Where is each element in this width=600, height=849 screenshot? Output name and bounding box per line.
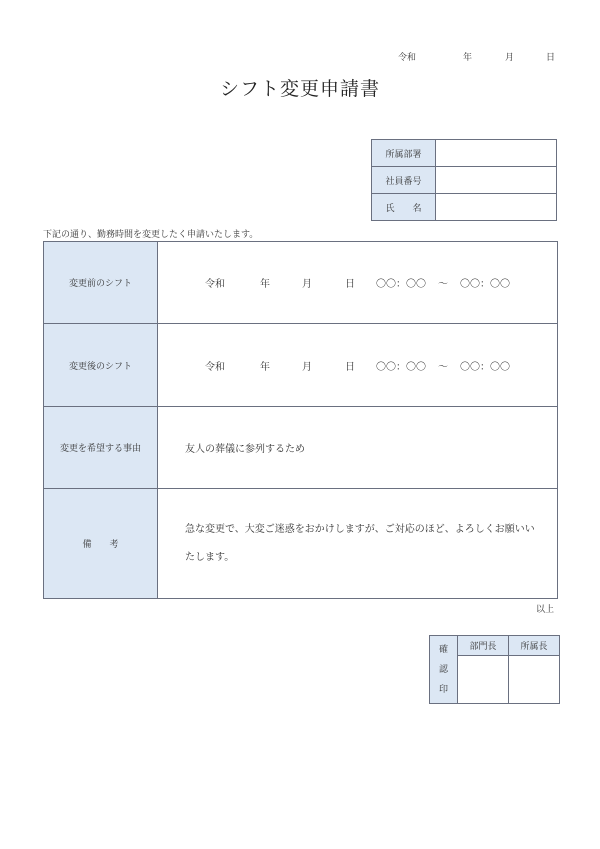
date-day-label: 日 (546, 53, 556, 63)
employee-no-field[interactable] (436, 167, 557, 194)
reason-row (44, 407, 558, 489)
date-year-label: 年 (463, 53, 473, 63)
department-label: 所属部署 (372, 140, 436, 167)
after-shift-field[interactable] (158, 324, 558, 407)
before-shift-field[interactable] (158, 242, 558, 324)
intro-text: 下記の通り、勤務時間を変更したく申請いたします。 (43, 230, 259, 240)
date-era: 令和 (398, 53, 417, 63)
after-shift-label: 変更後のシフト (44, 324, 158, 407)
dept-head-stamp-box[interactable] (458, 656, 509, 704)
remarks-row (44, 489, 558, 599)
closing-text: 以上 (536, 605, 555, 615)
before-tilde: ～ (438, 279, 448, 290)
department-field[interactable] (436, 140, 557, 167)
employee-info-table (371, 139, 557, 221)
remarks-line-1: 急な変更で、大変ご迷惑をおかけしますが、ご対応のほど、よろしくお願いい (185, 523, 535, 535)
before-shift-row (44, 242, 558, 324)
after-month: 月 (302, 361, 312, 373)
before-day: 日 (345, 279, 355, 290)
name-label: 氏 名 (372, 194, 436, 221)
before-year: 年 (260, 279, 270, 290)
after-end-time: 〇〇：〇〇 (460, 361, 510, 373)
reason-label: 変更を希望する事由 (44, 407, 158, 489)
after-tilde: ～ (438, 361, 448, 373)
stamp-char-3: 印 (438, 684, 448, 695)
reason-text: 友人の葬儀に参列するため (185, 444, 305, 455)
department-row (372, 140, 557, 167)
before-era: 令和 (205, 279, 225, 290)
office-head-label: 所属長 (509, 636, 560, 656)
office-head-stamp-box[interactable] (509, 656, 560, 704)
after-day: 日 (345, 361, 355, 373)
stamp-char-1: 確 (438, 644, 448, 655)
reason-field[interactable] (158, 407, 558, 489)
name-row (372, 194, 557, 221)
remarks-label: 備 考 (44, 489, 158, 599)
document-title: シフト変更申請書 (219, 78, 380, 100)
remarks-line-2: たします。 (185, 551, 235, 563)
after-shift-row (44, 324, 558, 407)
confirmation-stamp-table (429, 635, 560, 704)
before-start-time: 〇〇：〇〇 (376, 279, 426, 290)
before-shift-label: 変更前のシフト (44, 242, 158, 324)
before-month: 月 (302, 279, 312, 290)
before-end-time: 〇〇：〇〇 (460, 279, 510, 290)
shift-change-table (43, 241, 558, 599)
employee-no-label: 社員番号 (372, 167, 436, 194)
date-month-label: 月 (505, 53, 515, 63)
remarks-field[interactable] (158, 489, 558, 599)
name-field[interactable] (436, 194, 557, 221)
after-era: 令和 (205, 361, 225, 373)
employee-no-row (372, 167, 557, 194)
stamp-char-2: 認 (438, 664, 448, 675)
date-line (0, 50, 600, 66)
after-start-time: 〇〇：〇〇 (376, 361, 426, 373)
dept-head-label: 部門長 (458, 636, 509, 656)
after-year: 年 (260, 361, 270, 373)
stamp-label (430, 636, 458, 704)
